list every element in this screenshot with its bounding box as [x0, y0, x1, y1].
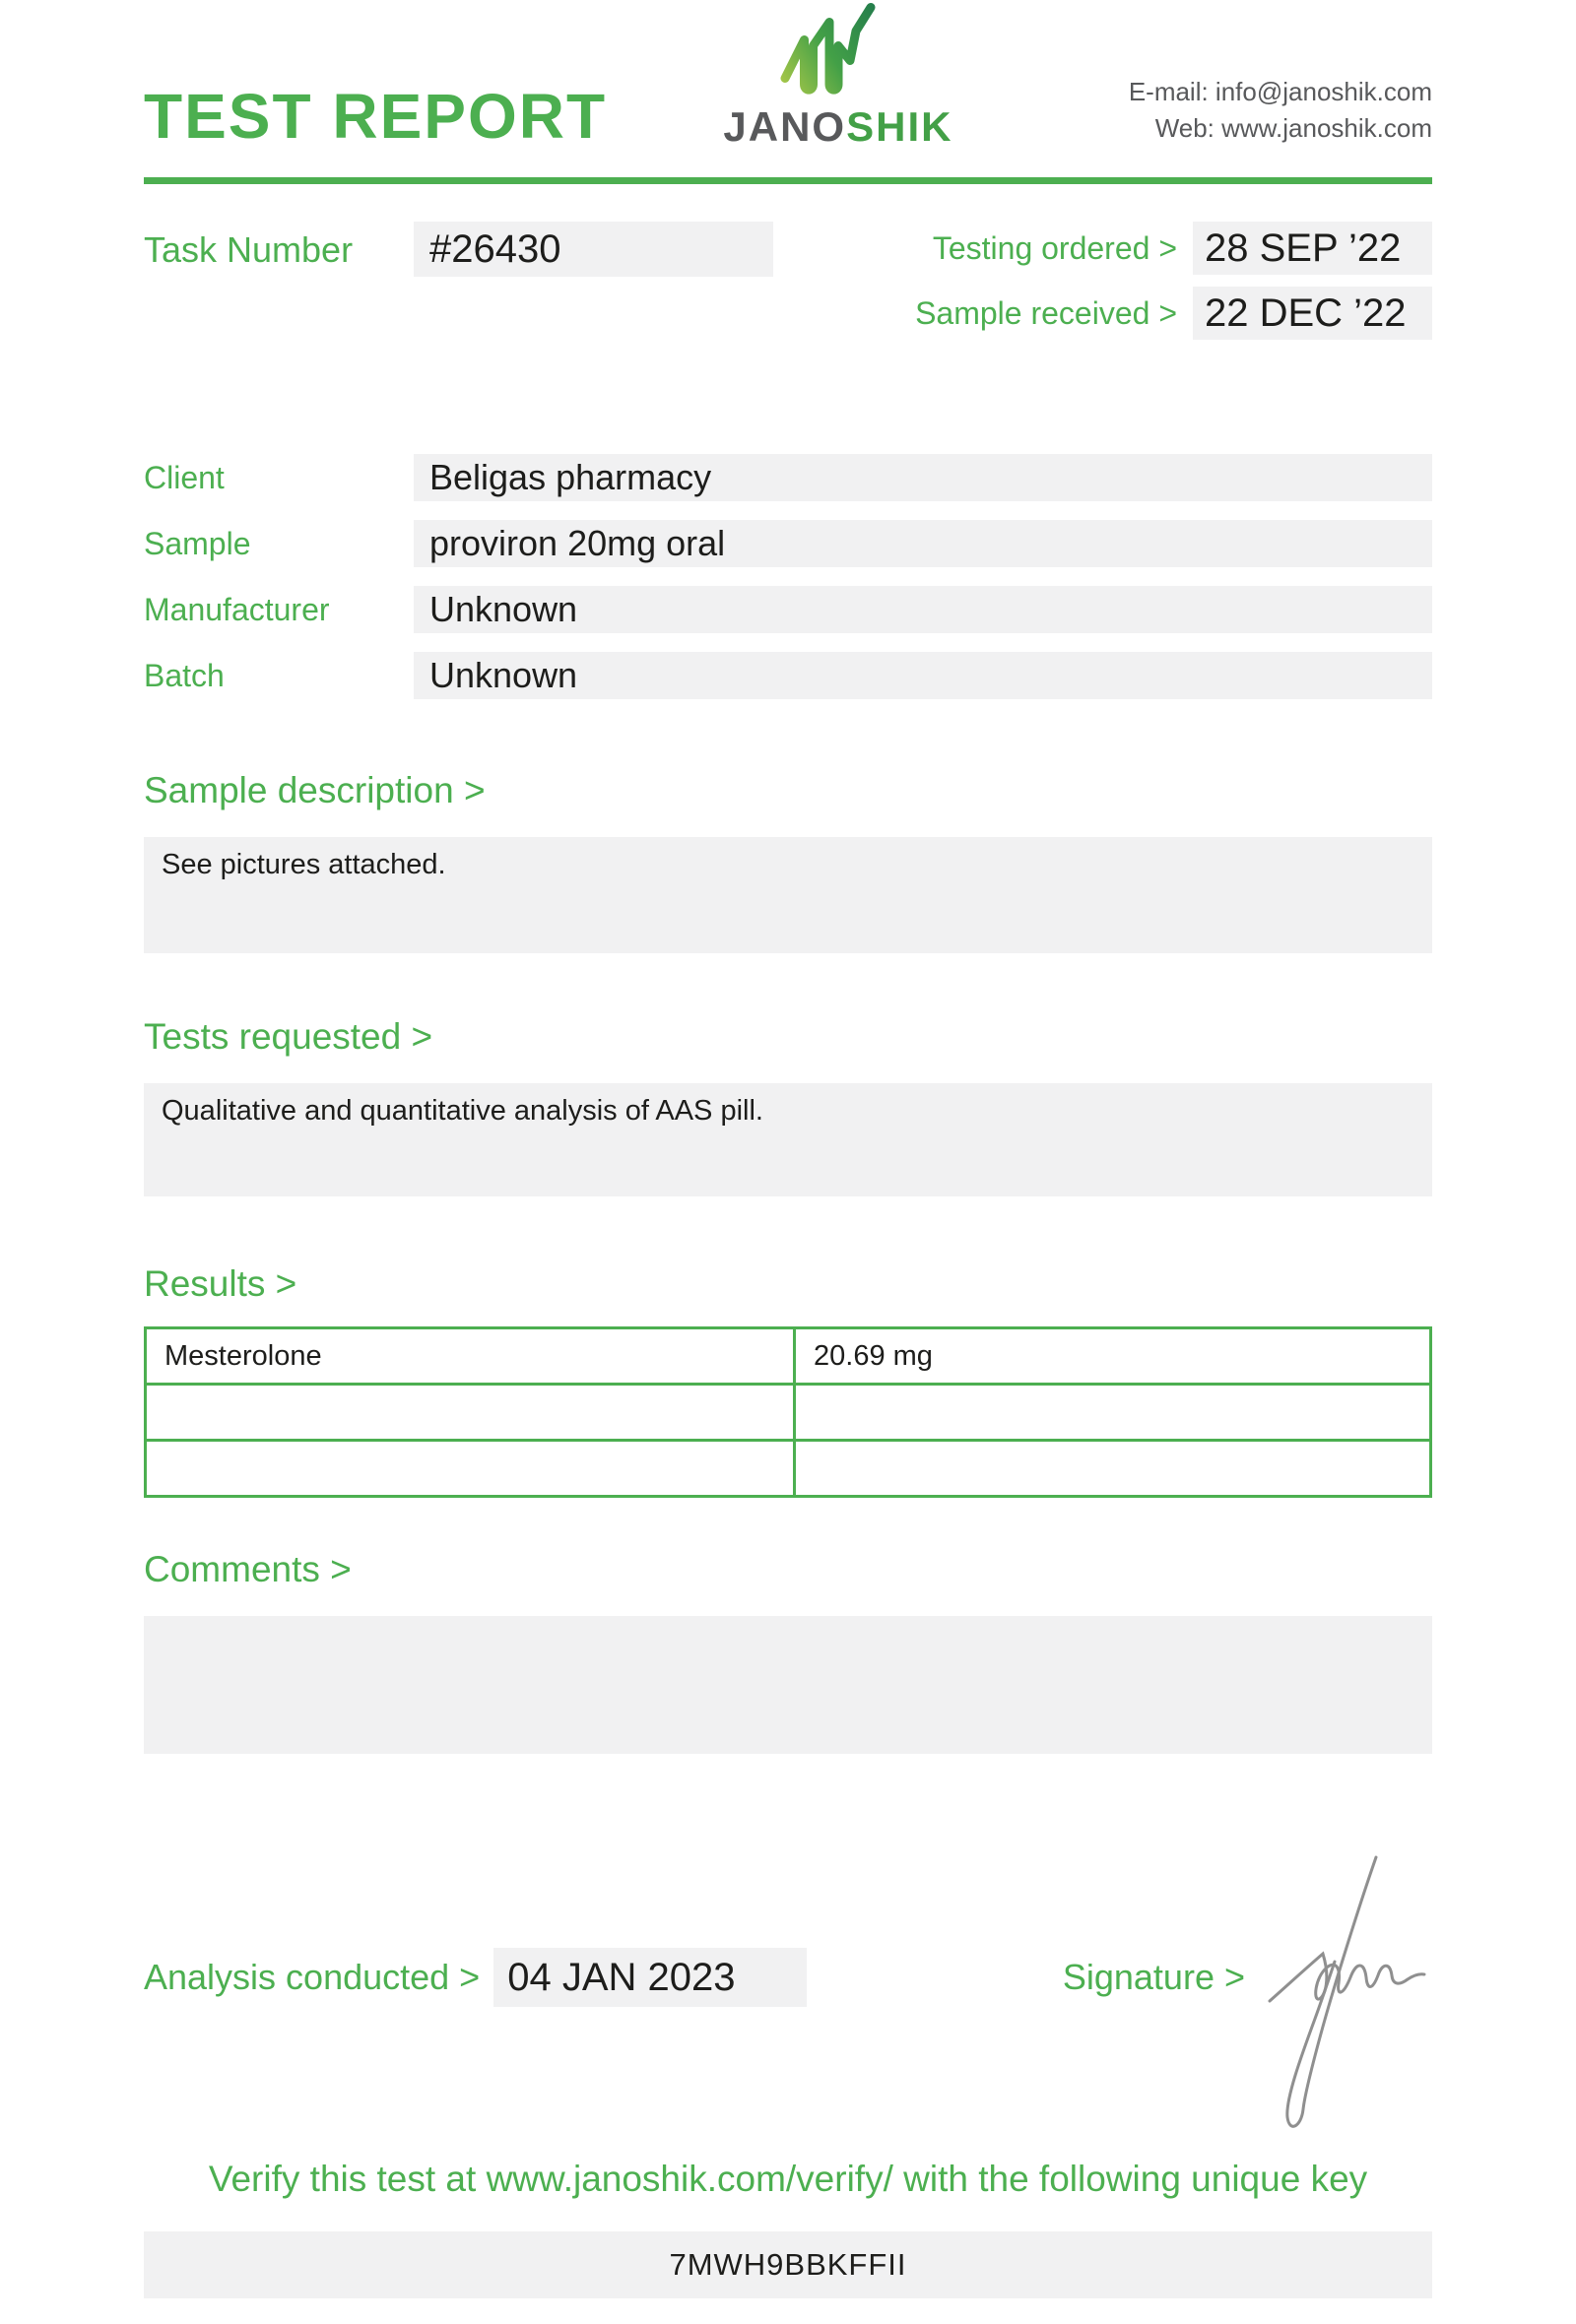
sample-label: Sample [144, 525, 251, 561]
signature-icon [1266, 1851, 1428, 2142]
testing-ordered-row [915, 222, 1432, 275]
sample-received-row [915, 287, 1432, 340]
logo-wordmark [723, 103, 953, 150]
analysis-conducted-label: Analysis conducted > [144, 1957, 481, 1997]
meta-row [144, 222, 1432, 340]
testing-ordered-value: 28 SEP ’22 [1193, 222, 1432, 275]
results-heading: Results > [144, 1263, 297, 1304]
detail-row-batch [144, 652, 1432, 699]
result-amount [795, 1441, 1431, 1497]
janoshik-logo [723, 1, 952, 148]
manufacturer-label: Manufacturer [144, 591, 330, 627]
batch-value: Unknown [414, 652, 1432, 699]
sample-description-box: See pictures attached. [144, 837, 1432, 953]
table-row [146, 1328, 1431, 1385]
sample-received-value: 22 DEC ’22 [1193, 287, 1432, 340]
verify-instruction: Verify this test at www.janoshik.com/verify/ with the following unique key [208, 2159, 1368, 2199]
testing-ordered-label: Testing ordered > [932, 229, 1177, 266]
dates-group [915, 222, 1432, 340]
analysis-signature-row [144, 1948, 1432, 2007]
task-number-group [144, 222, 773, 340]
result-substance [146, 1441, 795, 1497]
task-number-label: Task Number [144, 229, 354, 270]
comments-heading: Comments > [144, 1549, 352, 1589]
logo-shik: SHIK [846, 103, 953, 150]
client-value: Beligas pharmacy [414, 454, 1432, 501]
table-row [146, 1385, 1431, 1441]
result-amount [795, 1385, 1431, 1441]
sample-description-heading: Sample description > [144, 770, 486, 810]
contact-info [1129, 74, 1432, 148]
detail-row-client [144, 454, 1432, 501]
manufacturer-value: Unknown [414, 586, 1432, 633]
header-divider [144, 177, 1432, 184]
result-substance [146, 1385, 795, 1441]
email-line: E-mail: info@janoshik.com [1128, 76, 1432, 106]
page-title: TEST REPORT [144, 81, 608, 152]
growth-chart-icon [764, 1, 912, 104]
web-line: Web: www.janoshik.com [1154, 113, 1432, 144]
result-amount: 20.69 mg [795, 1328, 1431, 1385]
sample-details [144, 454, 1432, 699]
client-label: Client [144, 459, 225, 495]
report-header [144, 0, 1432, 152]
results-table [144, 1326, 1432, 1498]
sample-value: proviron 20mg oral [414, 520, 1432, 567]
result-substance: Mesterolone [146, 1328, 795, 1385]
verify-key-box: 7MWH9BBKFFII [144, 2231, 1432, 2298]
batch-label: Batch [144, 657, 225, 693]
analysis-conducted-value: 04 JAN 2023 [493, 1948, 807, 2007]
detail-row-sample [144, 520, 1432, 567]
sample-received-label: Sample received > [915, 294, 1177, 331]
detail-row-manufacturer [144, 586, 1432, 633]
logo-jano: JANO [723, 103, 847, 150]
comments-box [144, 1616, 1432, 1754]
tests-requested-box: Qualitative and quantitative analysis of AAS pill. [144, 1083, 1432, 1196]
analysis-conducted-group [144, 1948, 807, 2007]
task-number-value: #26430 [414, 222, 773, 277]
table-row [146, 1441, 1431, 1497]
signature-label: Signature > [1062, 1957, 1245, 1997]
tests-requested-heading: Tests requested > [144, 1016, 433, 1057]
